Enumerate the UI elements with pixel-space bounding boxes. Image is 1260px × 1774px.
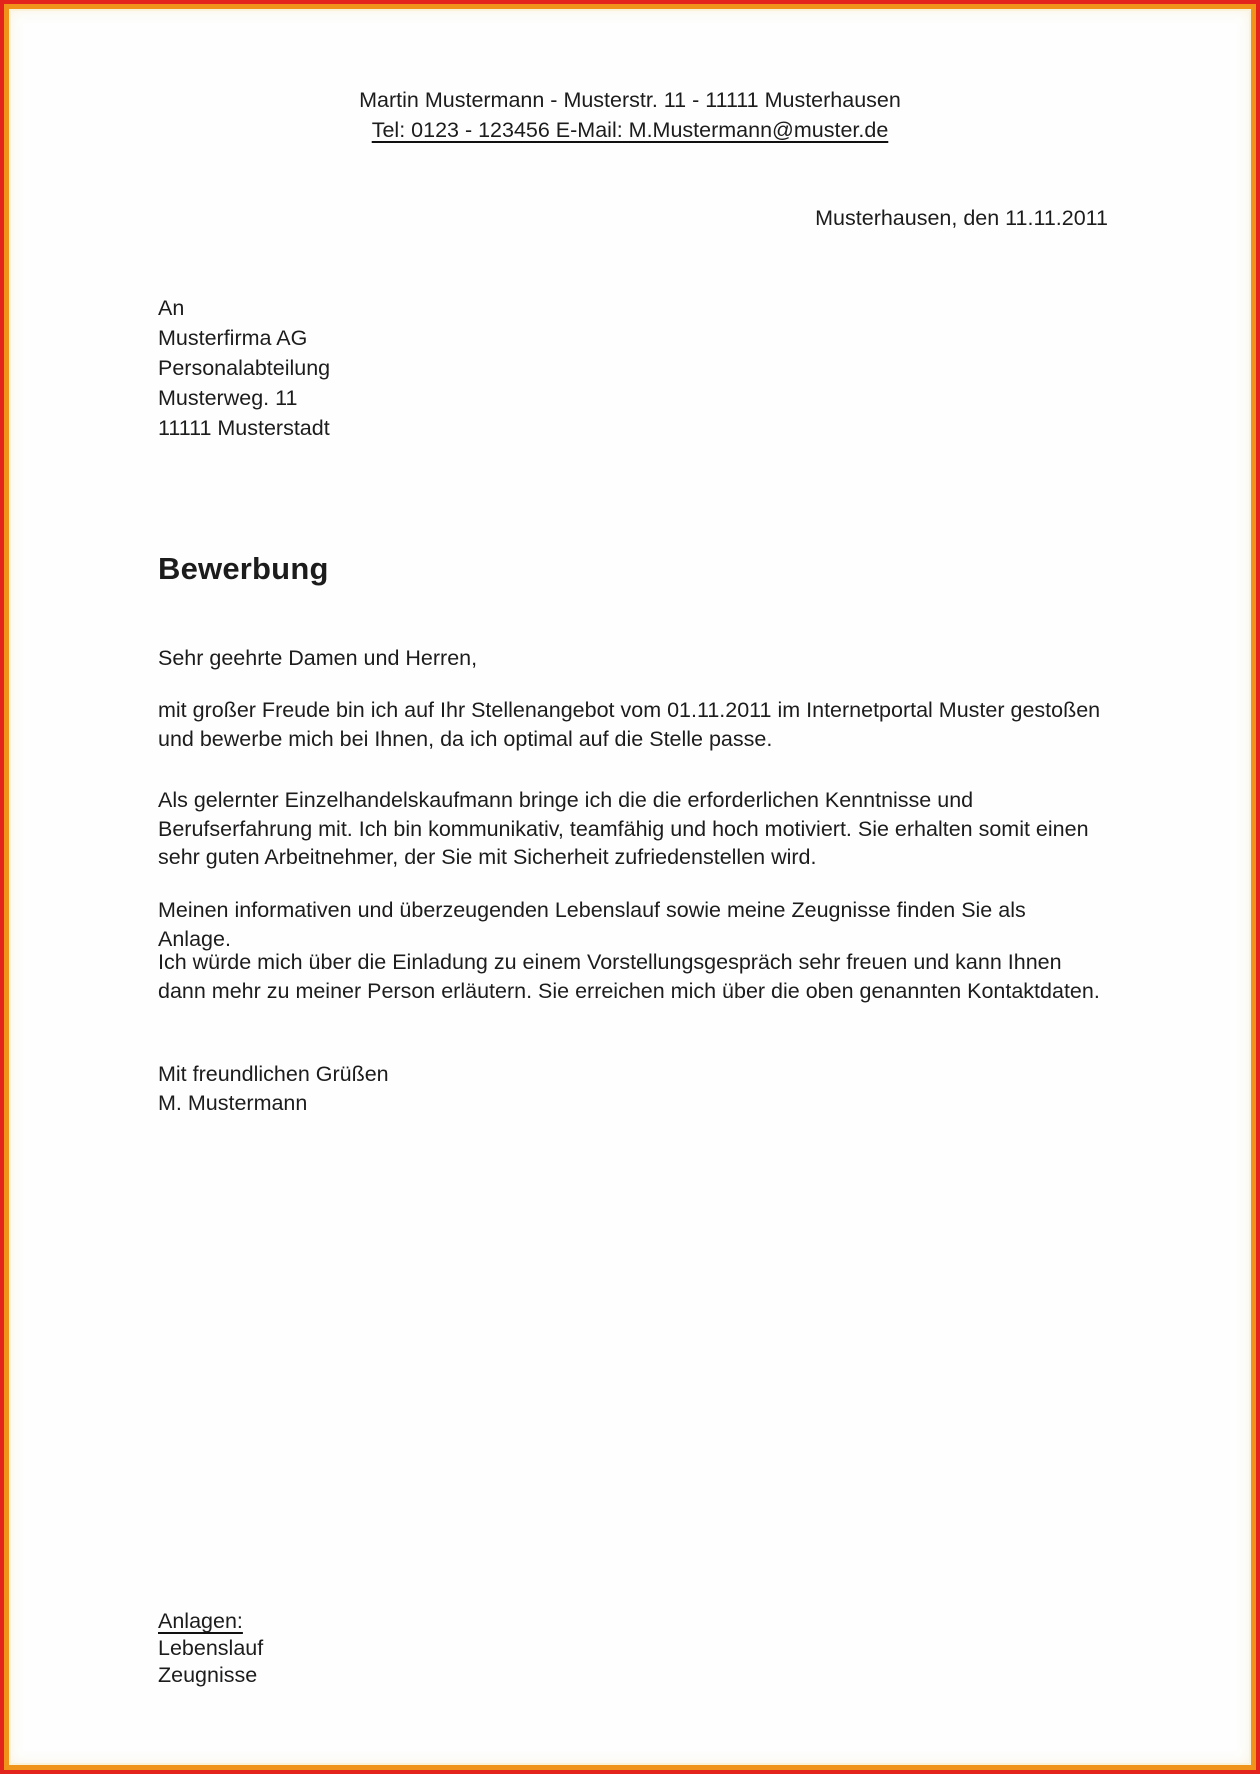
body-paragraph: Als gelernter Einzelhandelskaufmann bringe ich die die erforderlichen Kenntnisse und Berufserfahrung mit. Ich bin kommunikativ, teamfähig und hoch motiviert. Sie erhalten somit einen sehr guten Arbeitnehmer, der Sie mit Sicherheit zufriedenstellen wird. (158, 788, 1089, 869)
recipient-address (158, 293, 330, 443)
recipient-line: Musterweg. 11 (158, 386, 298, 410)
sender-contact-line: Tel: 0123 - 123456 E-Mail: M.Mustermann@muster.de (371, 117, 889, 142)
body-paragraph: Ich würde mich über die Einladung zu einem Vorstellungsgespräch sehr freuen und kann Ihnen dann mehr zu meiner Person erläutern. Sie erreichen mich über die oben genannten Kontaktdaten. (158, 950, 1100, 1003)
date-line: Musterhausen, den 11.11.2011 (815, 206, 1108, 230)
closing-signature: M. Mustermann (158, 1090, 308, 1115)
letter-page (9, 9, 1251, 1765)
body-paragraph: mit großer Freude bin ich auf Ihr Stellenangebot vom 01.11.2011 im Internetportal Muster gestoßen und bewerbe mich bei Ihnen, da ich optimal auf die Stelle passe. (158, 698, 1101, 751)
recipient-line: Personalabteilung (158, 356, 331, 380)
attachment-item: Zeugnisse (158, 1663, 258, 1687)
sender-address-line: Martin Mustermann - Musterstr. 11 - 11111 Musterhausen (359, 88, 901, 112)
recipient-line: An (158, 296, 185, 320)
closing-block (158, 1060, 389, 1117)
attachments-block (158, 1608, 263, 1689)
closing-regards: Mit freundlichen Grüßen (158, 1062, 389, 1086)
attachment-item: Lebenslauf (158, 1636, 264, 1660)
attachments-label: Anlagen: (158, 1609, 243, 1633)
salutation: Sehr geehrte Damen und Herren, (158, 646, 478, 670)
subject-heading: Bewerbung (158, 551, 329, 586)
recipient-line: 11111 Musterstadt (158, 416, 330, 440)
decorative-border-inner (4, 4, 1256, 1770)
recipient-line: Musterfirma AG (158, 326, 308, 350)
sender-header (9, 86, 1251, 145)
body-paragraph: Meinen informativen und überzeugenden Lebenslauf sowie meine Zeugnisse finden Sie als Anlage. (158, 898, 1026, 951)
